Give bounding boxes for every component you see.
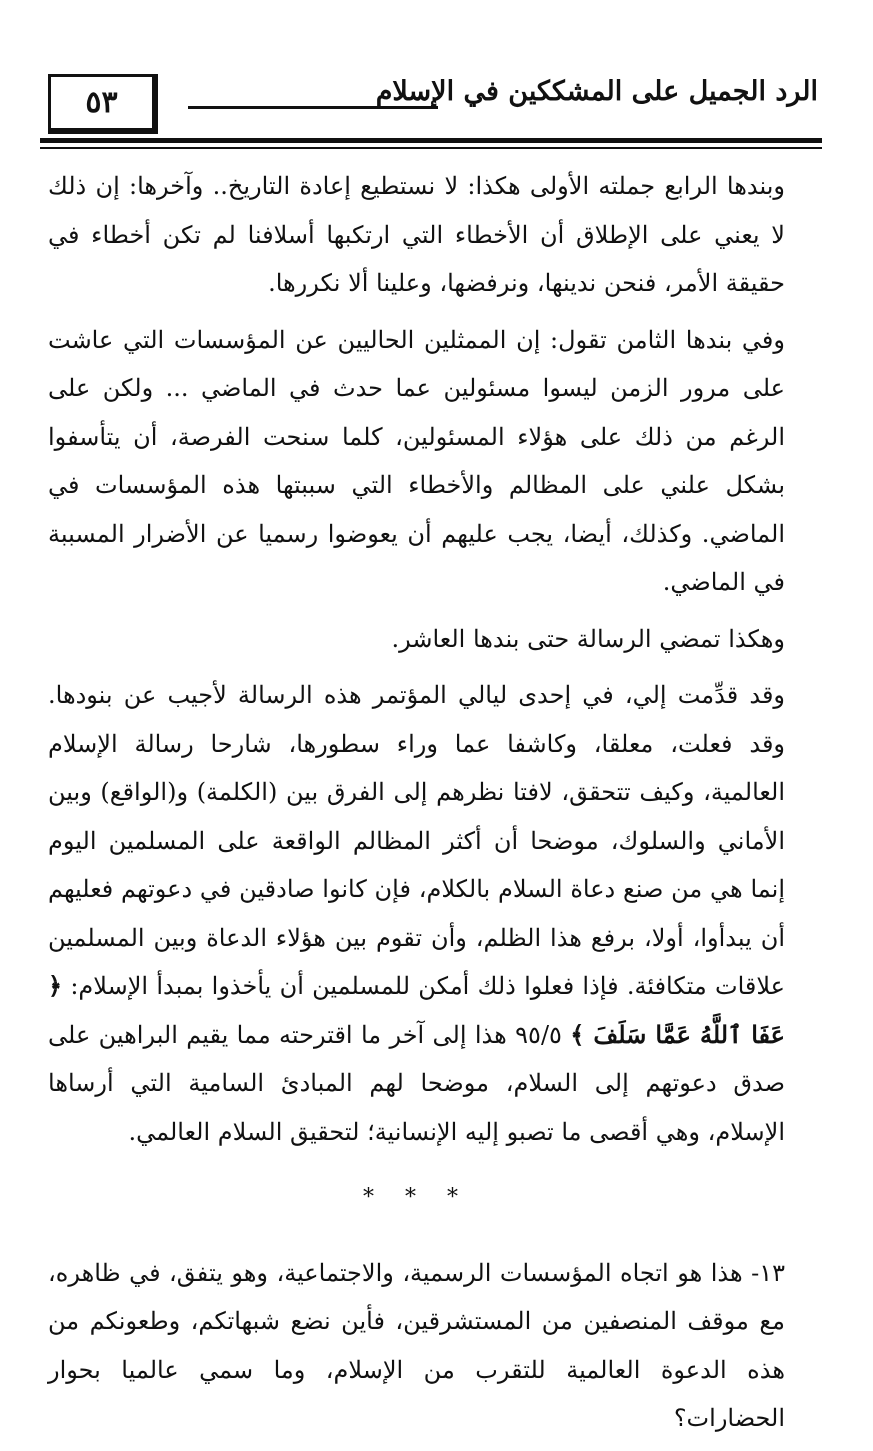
response-text-before-quote: وقد قدِّمت إلي، في إحدى ليالي المؤتمر هذه الرسالة لأجيب عن بنودها. وقد فعلت، معلقا، وكاشفا عما وراء سطورها، شارحا رسالة الإسلام العالمية، وكيف تتحقق، لافتا نظرهم إلى الفرق بين (الكلمة) و(الواقع) وبين الأماني والسلوك، موضحا أن أكثر المظالم الواقعة على المسلمين اليوم إنما هي من صنع دعاة السلام بالكلام، فإن كانوا صادقين في دعوتهم فعليهم أن يبدأوا، أولا، برفع هذا الظلم، وأن تقوم بين هؤلاء الدعاة وبين المسلمين علاقات متكافئة. فإذا فعلوا ذلك أمكن للمسلمين أن يأخذوا بمبدأ الإسلام: xyxy=(48,681,786,1000)
paragraph-item-ten: وهكذا تمضي الرسالة حتى بندها العاشر. xyxy=(391,624,785,653)
page-header xyxy=(36,60,826,140)
running-title: الرد الجميل على المشككين في الإسلام xyxy=(375,76,818,107)
paragraph-item-eight: وفي بندها الثامن تقول: إن الممثلين الحاليين عن المؤسسات التي عاشت على مرور الزمن ليسوا مسئولين عما حدث في الماضي ... ولكن على الرغم من ذلك على هؤلاء المسئولين، كلما سنحت الفرصة، أن يتأسفوا بشكل علني على المظالم والأخطاء التي سببتها هذه المؤسسات في الماضي. وكذلك، أيضا، يجب عليهم أن يعوضوا رسميا عن الأضرار المسببة في الماضي. xyxy=(48,325,785,596)
page-number: ٥٣ xyxy=(48,74,158,134)
response-text-after-quote: ٩٥/٥ هذا إلى آخر ما اقترحته مما يقيم البراهين على صدق دعوتهم إلى السلام، موضحا لهم المبادئ السامية التي أرساها الإسلام، وهي أقصى ما تصبو إليه الإنسانية؛ لتحقيق السلام العالمي. xyxy=(48,1020,785,1146)
header-divider-thin xyxy=(40,147,822,149)
numbered-item-13: ١٣- هذا هو اتجاه المؤسسات الرسمية، والاجتماعية، وهو يتفق، في ظاهره، مع موقف المنصفين من المستشرقين، فأين نضع شبهاتكم، وطعونكم من هذه الدعوة العالمية للتقرب من الإسلام، وما سمي عالميا بحوار الحضارات؟ xyxy=(48,1258,786,1432)
paragraph-response xyxy=(48,671,785,1156)
paragraph-item-four: وبندها الرابع جملته الأولى هكذا: لا نستطيع إعادة التاريخ.. وآخرها: إن ذلك لا يعني على الإطلاق أن الأخطاء التي ارتكبها أسلافنا لم تكن أخطاء في حقيقة الأمر، فنحن ندينها، ونرفضها، وعلينا ألا نكررها. xyxy=(48,172,785,297)
page-body xyxy=(48,162,785,1451)
header-divider-thick xyxy=(40,138,822,143)
section-separator: * * * xyxy=(363,1185,470,1210)
quran-quote: ﴿ عَفَا ٱللَّهُ عَمَّا سَلَفَ ﴾ xyxy=(48,971,785,1049)
